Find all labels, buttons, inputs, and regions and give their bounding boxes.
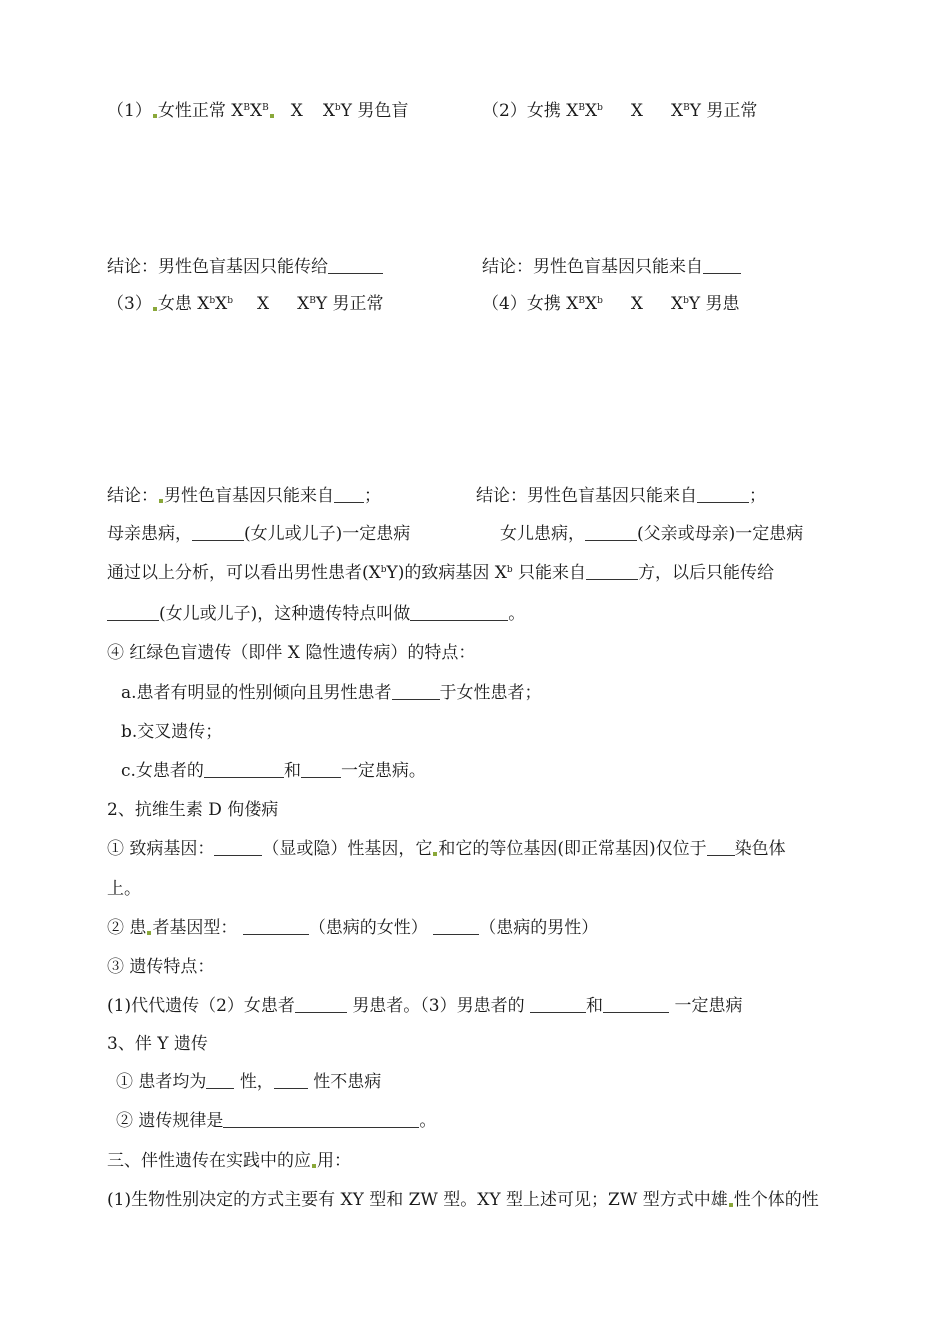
- answer-blank: [392, 683, 440, 700]
- answer-blank: [243, 918, 309, 935]
- answer-blank: [603, 996, 669, 1013]
- ink-dot: [729, 1203, 733, 1207]
- answer-blank: [530, 996, 586, 1013]
- genotype-father: $X^bY$: [322, 101, 352, 121]
- genotype-mother: $X^BX^B$: [231, 101, 269, 121]
- heading-colorblind-traits: ④ 红绿色盲遗传（即伴 X 隐性遗传病）的特点：: [107, 643, 476, 663]
- cross-1-label: （1）: [107, 101, 152, 121]
- answer-blank: [410, 604, 508, 621]
- answer-blank: [274, 1072, 308, 1089]
- y-linked-patients: ① 患者均为 性， 性不患病: [116, 1072, 382, 1092]
- line-analysis: 通过以上分析，可以看出男性患者$(X^bY)$的致病基因 $X^b$ 只能来自 方，以后只能传给: [107, 563, 775, 583]
- conclusion-1: 结论：男性色盲基因只能传给: [107, 256, 383, 278]
- line-daughter-ill: 女儿患病， (父亲或母亲)一定患病: [500, 524, 804, 544]
- cross-3-mother: 女患: [157, 294, 192, 314]
- ink-dot: [270, 114, 274, 118]
- ink-dot: [147, 931, 151, 935]
- cross-3-label: （3）: [107, 294, 152, 314]
- sex-determination-text: (1)生物性别决定的方式主要有 XY 型和 ZW 型。XY 型上述可见；ZW 型方式中雄 性个体的性: [107, 1190, 819, 1210]
- answer-blank: [585, 524, 637, 541]
- cross-2-father: 男正常: [706, 101, 758, 121]
- cross-sign: X: [290, 101, 303, 121]
- answer-blank: [433, 918, 479, 935]
- cross-sign: X: [630, 101, 643, 121]
- cross-4-father: 男患: [705, 294, 740, 314]
- answer-blank: [334, 486, 364, 503]
- ink-dot: [159, 499, 163, 503]
- answer-blank: [214, 839, 262, 856]
- genotype-father: $X^BY$: [297, 294, 328, 314]
- genotype-father: $X^BY$: [670, 101, 701, 121]
- section-2-heading: 2、抗维生素 D 佝偻病: [107, 800, 279, 820]
- cross-2-mother: 女携: [526, 101, 561, 121]
- cross-3: [107, 293, 383, 315]
- line-mother-ill: 母亲患病， (女儿或儿子)一定患病: [107, 524, 411, 544]
- conclusion-4: 结论：男性色盲基因只能来自 ；: [476, 486, 766, 506]
- genotype-mother: $X^bX^b$: [197, 294, 233, 314]
- cross-4-label: （4）: [482, 294, 527, 314]
- answer-blank: [301, 761, 341, 778]
- trait-a: a.患者有明显的性别倾向且男性患者 于女性患者；: [121, 683, 542, 703]
- cross-3-father: 男正常: [332, 294, 384, 314]
- line-inheritance-name: (女儿或儿子)，这种遗传特点叫做 。: [107, 603, 525, 625]
- patient-genotype: ② 患 者基因型： （患病的女性） （患病的男性）: [107, 918, 599, 938]
- answer-blank: [223, 1111, 419, 1128]
- answer-blank: [697, 486, 749, 503]
- answer-blank: [703, 257, 741, 274]
- cross-sign: X: [256, 294, 270, 314]
- ink-dot: [153, 307, 157, 311]
- section-3-heading: 3、伴 Y 遗传: [107, 1034, 208, 1054]
- inheritance-features-detail: (1)代代遗传（2）女患者 男患者。（3）男患者的 和 一定患病: [107, 996, 743, 1016]
- cross-4-mother: 女携: [526, 294, 561, 314]
- pathogenic-gene: ① 致病基因： （显或隐）性基因，它 和它的等位基因(即正常基因)仅位于 染色体: [107, 839, 786, 859]
- answer-blank: [192, 524, 244, 541]
- ink-dot: [312, 1164, 316, 1168]
- trait-c: c.女患者的 和 一定患病。: [121, 761, 426, 781]
- cross-1-father: 男色盲: [357, 101, 409, 121]
- pathogenic-gene-cont: 上。: [107, 879, 141, 899]
- answer-blank: [206, 1072, 234, 1089]
- cross-4: [482, 293, 739, 315]
- trait-b: b.交叉遗传；: [121, 722, 223, 742]
- section-three-heading: 三、伴性遗传在实践中的应 用：: [107, 1151, 351, 1171]
- genotype-father: $X^bY$: [670, 294, 701, 314]
- cross-1: [107, 100, 408, 122]
- ink-dot: [433, 852, 437, 856]
- y-linked-rule: ② 遗传规律是 。: [116, 1111, 437, 1131]
- cross-2-label: （2）: [482, 101, 527, 121]
- genotype-mother: $X^BX^b$: [566, 294, 603, 314]
- cross-sign: X: [630, 294, 643, 314]
- cross-1-mother: 女性正常: [157, 101, 226, 121]
- answer-blank: [586, 563, 638, 580]
- ink-dot: [153, 114, 157, 118]
- answer-blank: [295, 996, 347, 1013]
- answer-blank: [707, 839, 735, 856]
- cross-2: [482, 100, 757, 122]
- conclusion-3: 结论： 男性色盲基因只能来自 ；: [107, 486, 381, 506]
- inheritance-features: ③ 遗传特点：: [107, 957, 215, 977]
- answer-blank: [328, 257, 383, 274]
- genotype-mother: $X^BX^b$: [566, 101, 603, 121]
- answer-blank: [204, 761, 284, 778]
- answer-blank: [107, 604, 159, 621]
- conclusion-2: 结论：男性色盲基因只能来自: [482, 256, 741, 278]
